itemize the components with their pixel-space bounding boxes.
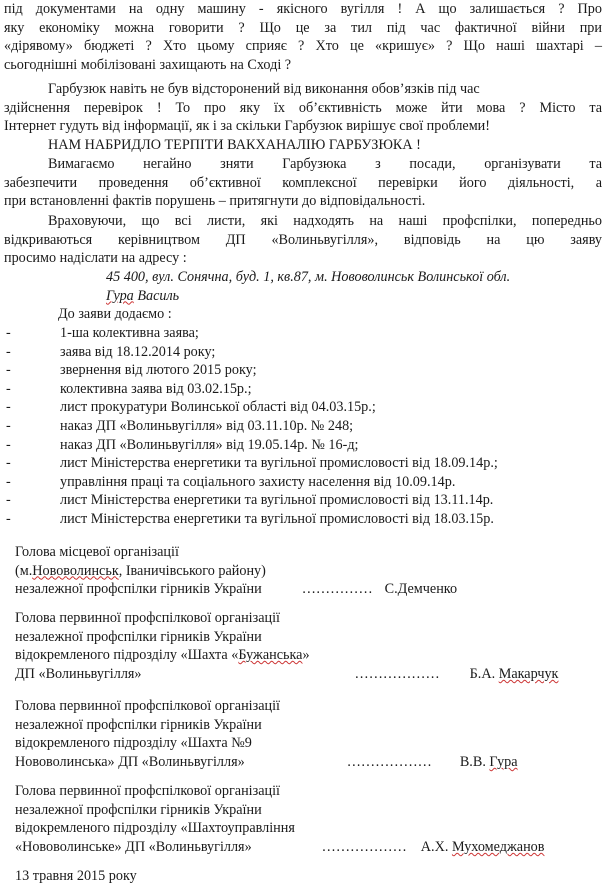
- text-line: Гарбузюк навіть не був відсторонений від виконання обов’язків під час: [48, 81, 480, 97]
- signature-title-line: «Нововолинське» ДП «Волиньвугілля»: [15, 838, 252, 855]
- signature-title-line: [15, 562, 605, 581]
- signature-title-line: незалежної профспілки гірників України: [15, 628, 262, 645]
- signature-title-line: Голова місцевої організації: [15, 544, 179, 560]
- signature-line: [15, 665, 605, 684]
- text-line: під документами на одну машину - якісного вугілля ! А що залишається ? Про: [4, 1, 602, 17]
- address-surname: Гура: [106, 287, 134, 304]
- signatory-name: С.Демченко: [384, 581, 458, 598]
- signature-title-line: незалежної профспілки гірників України: [15, 716, 262, 733]
- dash-marker: -: [6, 455, 11, 472]
- list-item-text: колективна заява від 03.02.15р.;: [60, 380, 252, 397]
- text-fragment: Нововолинськ: [32, 562, 119, 579]
- list-item: [4, 380, 602, 399]
- text-fragment: Бужанська: [238, 647, 303, 664]
- signature-block-4: [15, 782, 605, 856]
- text-fragment: В.В.: [459, 753, 490, 770]
- document-date: 13 травня 2015 року: [15, 868, 137, 884]
- letters-paragraph: [4, 212, 602, 268]
- text-fragment: відокремленого підрозділу «Шахта «: [15, 647, 239, 664]
- address-line: 45 400, вул. Сонячна, буд. 1, кв.87, м. Нововолинськ Волинської обл.: [106, 269, 511, 285]
- signature-title-line: відокремленого підрозділу «Шахтоуправління: [15, 820, 295, 837]
- list-item: [4, 473, 602, 492]
- signature-block-3: [15, 697, 605, 771]
- signature-dots: ………………: [321, 838, 407, 855]
- dash-marker: -: [6, 343, 11, 360]
- list-item: [4, 417, 602, 436]
- text-fragment: А.Х.: [420, 838, 452, 855]
- signature-block-1: [15, 543, 605, 599]
- intro-paragraph: [4, 0, 602, 74]
- text-fragment: Макарчук: [498, 665, 559, 682]
- signature-title-line: Голова первинної профспілкової організації: [15, 783, 280, 799]
- signature-title-line: незалежної профспілки гірників України: [15, 801, 262, 818]
- list-item: [4, 436, 602, 455]
- text-line: відкриваються керівництвом ДП «Волиньвугілля», відповідь на цю заяву: [4, 231, 602, 248]
- text-fragment: , Іваничівського району): [118, 562, 266, 579]
- signatory-name: [421, 838, 545, 857]
- signature-title-line: відокремленого підрозділу «Шахта №9: [15, 735, 252, 752]
- dash-marker: -: [6, 510, 11, 527]
- signature-dots: ………………: [346, 753, 432, 770]
- list-item: [4, 454, 602, 473]
- list-item: [4, 343, 602, 362]
- headline: НАМ НАБРИДЛО ТЕРПІТИ ВАКХАНАЛІЮ ГАРБУЗЮКА !: [48, 137, 421, 153]
- signatory-name: [470, 665, 559, 684]
- text-line: забезпечити проведення об’єктивної комплексної перевірки його діяльності, а: [4, 174, 602, 191]
- signature-title-line: незалежної профспілки гірників України: [15, 581, 262, 598]
- list-item-text: наказ ДП «Волиньвугілля» від 03.11.10р. № 248;: [60, 417, 354, 434]
- dash-marker: -: [6, 380, 11, 397]
- text-line: «дірявому» бюджеті ? Хто цьому сприяє ? Хто це «кришує» ? Що наші шахтарі –: [4, 38, 602, 55]
- signature-line: [15, 838, 605, 857]
- text-line: сьогоднішні мобілізовані захищають на Сході ?: [4, 56, 292, 73]
- list-item-text: лист прокуратури Волинської області від 04.03.15р.;: [60, 399, 376, 416]
- text-line: яку економіку можна говорити ? Що це за тил під час фактичної війни при: [4, 19, 602, 36]
- address-block: [4, 268, 602, 305]
- text-line: Враховуючи, що всі листи, які надходять на наші профспілки, попередньо: [48, 213, 602, 229]
- signature-title-line: Голова первинної профспілкової організації: [15, 610, 280, 626]
- text-fragment: »: [302, 647, 310, 664]
- signatory-name: [460, 753, 518, 772]
- signature-title-line: Голова первинної профспілкової організації: [15, 698, 280, 714]
- signature-dots: ………………: [354, 665, 440, 682]
- list-item: [4, 398, 602, 417]
- list-item-text: заява від 18.12.2014 року;: [60, 343, 216, 360]
- signature-title-line: ДП «Волиньвугілля»: [15, 665, 142, 682]
- list-item: [4, 491, 602, 510]
- list-item: [4, 510, 602, 529]
- signature-title-line: [15, 646, 605, 665]
- signature-title-line: Нововолинська» ДП «Волиньвугілля»: [15, 753, 245, 770]
- attachments-list: [4, 324, 602, 529]
- list-item-text: лист Міністерства енергетики та вугільної промисловості від 18.09.14р.;: [60, 455, 498, 472]
- demand-paragraph: [4, 155, 602, 211]
- address-name: [4, 287, 602, 306]
- signature-line: [15, 580, 605, 599]
- list-item-text: наказ ДП «Волиньвугілля» від 19.05.14р. № 16-д;: [60, 436, 359, 453]
- list-item: [4, 361, 602, 380]
- text-fragment: (м.: [15, 562, 33, 579]
- text-line: просимо надіслати на адресу :: [4, 250, 187, 267]
- text-fragment: Гура: [489, 753, 518, 770]
- address-firstname: Василь: [133, 287, 180, 304]
- dash-marker: -: [6, 399, 11, 416]
- signature-block-2: [15, 609, 605, 683]
- signature-line: [15, 753, 605, 772]
- dash-marker: -: [6, 362, 11, 379]
- list-item-text: лист Міністерства енергетики та вугільної промисловості від 13.11.14р.: [60, 492, 494, 509]
- text-line: здійснення перевірок ! То про яку їх об’єктивність може йти мова ? Місто та: [4, 99, 602, 116]
- dash-marker: -: [6, 473, 11, 490]
- dash-marker: -: [6, 325, 11, 341]
- list-item-text: лист Міністерства енергетики та вугільної промисловості від 18.03.15р.: [60, 510, 494, 527]
- text-fragment: Мухомеджанов: [451, 838, 545, 855]
- garbuzyuk-paragraph: [4, 80, 602, 136]
- list-item-text: звернення від лютого 2015 року;: [60, 362, 257, 379]
- signature-dots: ……………: [301, 581, 373, 598]
- list-item-text: 1-ша колективна заява;: [60, 325, 199, 341]
- dash-marker: -: [6, 417, 11, 434]
- list-item: [4, 324, 602, 343]
- text-line: Інтернет гудуть від інформації, як і за скільки Гарбузюк вирішує свої проблеми!: [4, 118, 490, 135]
- list-item-text: управління праці та соціального захисту населення від 10.09.14р.: [60, 473, 456, 490]
- text-fragment: Б.А.: [469, 665, 499, 682]
- text-line: Вимагаємо негайно зняти Гарбузюка з посади, організувати та: [48, 156, 602, 172]
- dash-marker: -: [6, 436, 11, 453]
- text-line: при встановленні фактів порушень – притягнути до відповідальності.: [4, 193, 426, 210]
- dash-marker: -: [6, 492, 11, 509]
- attachments-heading: До заяви додаємо :: [58, 306, 172, 322]
